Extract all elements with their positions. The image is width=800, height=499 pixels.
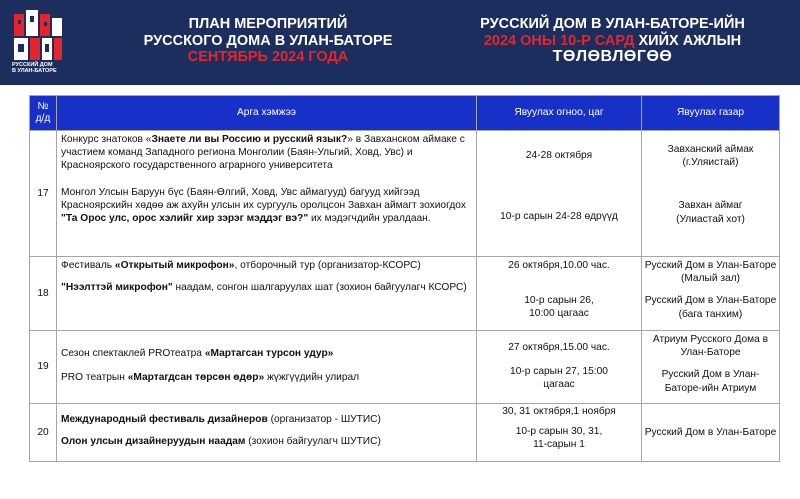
col-header-date: Явуулах огноо, цаг xyxy=(477,96,642,131)
page-header xyxy=(0,0,800,85)
text: , отборочный тур (организатор-КСОРС) xyxy=(234,260,421,271)
date-ru: 27 октября,15.00 час. xyxy=(508,342,610,353)
date-cell xyxy=(477,131,642,257)
date-cell xyxy=(477,257,642,331)
place-ru: Атриум Русского Дома в Улан-Баторе xyxy=(652,334,769,359)
event-cell xyxy=(57,131,477,257)
text: жүжгүүдийн улирал xyxy=(264,372,360,384)
date-mn: 10-р сарын 24-28 өдрүүд xyxy=(500,211,618,223)
event-text-ru xyxy=(61,133,472,173)
place-mn: Завхан аймаг (Улиастай хот) xyxy=(676,200,745,225)
date-cell xyxy=(477,404,642,462)
place-ru: Русский Дом в Улан-Баторе (Малый зал) xyxy=(644,260,777,285)
text: PRO театрын xyxy=(61,372,128,384)
table-row xyxy=(30,404,780,462)
event-cell xyxy=(57,257,477,331)
event-title: «Мартагдсан төрсөн өдөр» xyxy=(127,372,265,384)
col-header-num: № д/д xyxy=(30,96,57,131)
row-number: 17 xyxy=(30,131,57,257)
event-title: "Та Орос улс, орос хэлийг хир зэрэг мэддэг вэ?" xyxy=(61,213,309,225)
event-title: "Нээлттэй микрофон" xyxy=(61,282,173,294)
date-ru: 24-28 октября xyxy=(525,150,593,161)
title-line: ПЛАН МЕРОПРИЯТИЙ xyxy=(188,16,348,32)
event-title: «Мартагсан турсон удур» xyxy=(204,348,334,359)
events-table xyxy=(29,95,780,462)
title-line: РУССКИЙ ДОМ В УЛАН-БАТОРЕ-ИЙН xyxy=(480,16,745,32)
date-cell xyxy=(477,331,642,404)
text: Фестиваль xyxy=(61,260,115,271)
event-title: «Открытый микрофон» xyxy=(114,260,235,271)
place-mn: Русский Дом в Улан-Баторе-ийн Атриум xyxy=(661,369,760,394)
event-title: Олон улсын дизайнеруудын наадам xyxy=(61,436,246,448)
place-cell xyxy=(642,131,780,257)
logo-caption xyxy=(12,62,82,74)
place-cell xyxy=(642,257,780,331)
date-ru: 26 октября,10.00 час. xyxy=(508,260,610,271)
table-header-row xyxy=(30,96,780,131)
place-mn: Русский Дом в Улан-Баторе xyxy=(644,426,777,438)
text: (организатор - ШУТИС) xyxy=(267,414,381,425)
title-russian xyxy=(118,16,418,66)
date-mn: 10-р сарын 30, 31, 11-сарын 1 xyxy=(515,426,603,451)
logo-caption-line: В УЛАН-БАТОРЕ xyxy=(12,68,57,74)
place-cell xyxy=(642,331,780,404)
event-text-ru xyxy=(61,347,472,360)
text: их мэдэгчдийн уралдаан. xyxy=(308,213,431,225)
col-header-event: Арга хэмжээ xyxy=(57,96,477,131)
table-row xyxy=(30,131,780,257)
date-mn: 10-р сарын 26, 10:00 цагаас xyxy=(524,295,594,320)
title-accent: 2024 ОНЫ 10-Р САРД xyxy=(483,32,635,49)
event-text-ru xyxy=(61,413,472,426)
text: Конкурс знатоков « xyxy=(61,134,152,145)
event-cell xyxy=(57,331,477,404)
event-text-mn xyxy=(61,186,472,226)
table-row xyxy=(30,257,780,331)
row-number: 19 xyxy=(30,331,57,404)
event-text-mn xyxy=(61,281,472,294)
text: Сезон спектаклей PROтеатра xyxy=(61,348,205,359)
text: (зохион байгуулагч ШУТИС) xyxy=(245,436,381,448)
event-text-mn xyxy=(61,435,472,448)
place-ru: Завханский аймак (г.Уляистай) xyxy=(667,144,754,169)
title-line-accent: СЕНТЯБРЬ 2024 ГОДА xyxy=(187,49,349,65)
text: » в Завханском аймаке с участием команд Западного региона Монголии (Баян-Ульгий, Ховд, Увс) и Красноярского государственного аграрного университета xyxy=(61,134,465,172)
row-number: 20 xyxy=(30,404,57,462)
table-row xyxy=(30,331,780,404)
title-rest: ХИЙХ АЖЛЫН xyxy=(634,32,742,49)
event-cell xyxy=(57,404,477,462)
place-mn: Русский Дом в Улан-Баторе (бага танхим) xyxy=(644,295,777,320)
date-ru: 30, 31 октября,1 ноября xyxy=(502,406,616,417)
event-title: Знаете ли вы Россию и русский язык? xyxy=(151,134,348,145)
title-mongolian xyxy=(455,16,770,66)
event-text-mn xyxy=(61,371,472,384)
event-title: Международный фестиваль дизайнеров xyxy=(61,414,268,425)
text: Монгол Улсын Баруун бүс (Баян-Өлгий, Ховд, Увс аймагууд) багууд хийгээд Красноярскийн хөдөө аж ахуйн улсын их сургууль оролцсон Завхан аймагт зохиогдох xyxy=(61,186,466,211)
title-line xyxy=(455,33,770,50)
date-mn: 10-р сарын 27, 15:00 цагаас xyxy=(510,366,608,391)
text: наадам, сонгон шалгаруулах шат (зохион байгуулагч КСОРС) xyxy=(172,282,467,294)
event-text-ru xyxy=(61,259,472,272)
col-header-place: Явуулах газар xyxy=(642,96,780,131)
place-cell xyxy=(642,404,780,462)
title-line: РУССКОГО ДОМА В УЛАН-БАТОРЕ xyxy=(143,32,393,49)
title-line: ТӨЛӨВЛӨГӨӨ xyxy=(552,48,673,65)
logo-caption-line: РУССКИЙ ДОМ xyxy=(12,62,53,68)
row-number: 18 xyxy=(30,257,57,331)
